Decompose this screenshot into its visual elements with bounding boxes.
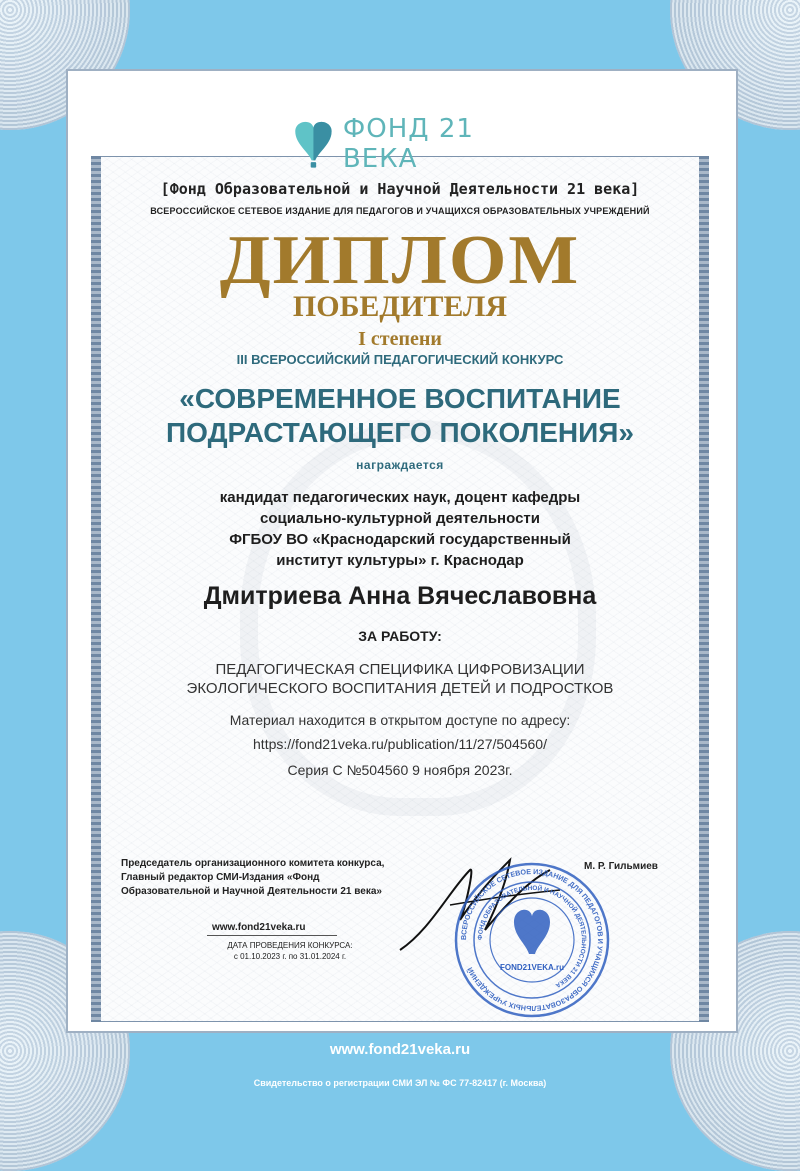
awarded-label: награждается <box>356 458 444 472</box>
work-title <box>91 660 709 698</box>
contest-name-line1: «СОВРЕМЕННОЕ ВОСПИТАНИЕ <box>179 383 621 414</box>
recipient-desc-line4: институт культуры» г. Краснодар <box>276 552 524 569</box>
signer-name: М. Р. Гильмиев <box>584 861 658 872</box>
recipient-desc-line3: ФГБОУ ВО «Краснодарский государственный <box>229 531 571 548</box>
recipient-description <box>91 487 709 571</box>
dates-line1: ДАТА ПРОВЕДЕНИЯ КОНКУРСА: <box>227 941 353 950</box>
diploma-title: ДИПЛОМ <box>219 221 581 299</box>
diploma-degree: I степени <box>358 328 442 350</box>
stamp-center-text: FOND21VEKA.ru <box>499 963 565 972</box>
chairman-title <box>121 857 401 899</box>
work-title-line2: ЭКОЛОГИЧЕСКОГО ВОСПИТАНИЯ ДЕТЕЙ И ПОДРОСТКОВ <box>186 680 614 697</box>
work-title-line1: ПЕДАГОГИЧЕСКАЯ СПЕЦИФИКА ЦИФРОВИЗАЦИИ <box>215 661 585 678</box>
diploma-winner: ПОБЕДИТЕЛЯ <box>292 290 508 323</box>
recipient-desc-line2: социально-культурной деятельности <box>260 510 540 527</box>
contest-name <box>91 382 709 450</box>
recipient-name: Дмитриева Анна Вячеславовна <box>203 582 597 610</box>
dates-line2: с 01.10.2023 г. по 31.01.2024 г. <box>233 952 347 961</box>
recipient-desc-line1: кандидат педагогических наук, доцент кафедры <box>219 489 581 506</box>
chairman-line3: Образовательной и Научной Деятельности 21 века» <box>121 886 382 897</box>
access-note: Материал находится в открытом доступе по адресу: <box>229 712 571 728</box>
footer-site-link[interactable]: www.fond21veka.ru <box>329 1041 471 1058</box>
small-site-link[interactable]: www.fond21veka.ru <box>212 922 306 933</box>
balloon-logo-icon <box>288 116 339 172</box>
official-stamp <box>452 860 612 1020</box>
publication-url[interactable]: https://fond21veka.ru/publication/11/27/504560/ <box>253 736 547 752</box>
chairman-line2: Главный редактор СМИ-Издания «Фонд <box>121 872 320 883</box>
logo-text: ФОНД 21 ВЕКА <box>342 114 474 174</box>
background-watermark <box>240 420 596 816</box>
series-number: Серия С №504560 9 ноября 2023г. <box>287 762 513 778</box>
contest-dates <box>205 940 375 962</box>
stamp-ring-text: ВСЕРОССИЙСКОЕ СЕТЕВОЕ ИЗДАНИЕ ДЛЯ ПЕДАГОГОВ И УЧАЩИХСЯ ОБРАЗОВАТЕЛЬНЫХ УЧРЕЖДЕНИЙ <box>458 866 606 1014</box>
stamp-inner-text: ФОНД ОБРАЗОВАТЕЛЬНОЙ И НАУЧНОЙ ДЕЯТЕЛЬНОСТИ 21 ВЕКА <box>476 884 588 989</box>
chairman-line1: Председатель организационного комитета конкурса, <box>121 858 385 869</box>
fund-logo <box>288 116 538 172</box>
footer-registration: Свидетельство о регистрации СМИ ЭЛ № ФС 77-82417 (г. Москва) <box>253 1078 547 1088</box>
contest-label: III ВСЕРОССИЙСКИЙ ПЕДАГОГИЧЕСКИЙ КОНКУРС <box>236 352 564 367</box>
contest-name-line2: ПОДРАСТАЮЩЕГО ПОКОЛЕНИЯ» <box>166 417 634 448</box>
work-label: ЗА РАБОТУ: <box>358 628 442 644</box>
divider <box>207 935 337 936</box>
organization-name: [Фонд Образовательной и Научной Деятельности 21 века] <box>160 180 640 198</box>
organization-subtitle: ВСЕРОССИЙСКОЕ СЕТЕВОЕ ИЗДАНИЕ ДЛЯ ПЕДАГОГОВ И УЧАЩИХСЯ ОБРАЗОВАТЕЛЬНЫХ УЧРЕЖДЕНИЙ <box>150 206 650 216</box>
